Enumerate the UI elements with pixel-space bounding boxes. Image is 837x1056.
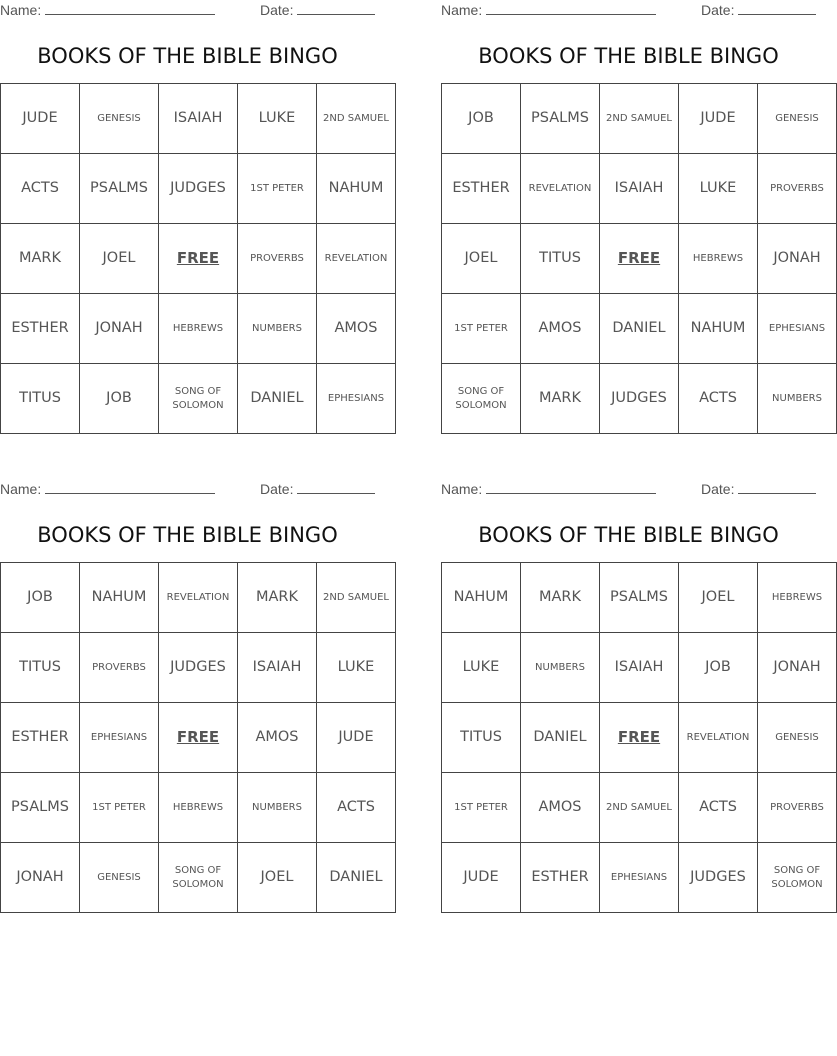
bingo-cell: DANIEL — [238, 364, 317, 434]
bingo-cell: ISAIAH — [600, 633, 679, 703]
bingo-cell: NAHUM — [317, 154, 396, 224]
grid-row — [1, 294, 396, 364]
bingo-cell: AMOS — [521, 773, 600, 843]
name-label: Name: — [441, 481, 483, 497]
bingo-cell: AMOS — [521, 294, 600, 364]
bingo-cell: LUKE — [317, 633, 396, 703]
grid-row — [442, 84, 837, 154]
bingo-cell: MARK — [521, 364, 600, 434]
bingo-cell: 1ST PETER — [442, 294, 521, 364]
bingo-card-2 — [441, 0, 826, 434]
bingo-cell: MARK — [238, 563, 317, 633]
bingo-cell: JUDGES — [679, 843, 758, 913]
name-label: Name: — [441, 2, 483, 18]
bingo-cell: 2ND SAMUEL — [600, 773, 679, 843]
grid-row — [442, 154, 837, 224]
bingo-cell: ISAIAH — [159, 84, 238, 154]
bingo-cell: MARK — [521, 563, 600, 633]
card-title: BOOKS OF THE BIBLE BINGO — [37, 523, 338, 547]
bingo-cell: REVELATION — [317, 224, 396, 294]
name-field — [0, 2, 215, 18]
bingo-cell: NUMBERS — [238, 294, 317, 364]
bingo-cell: ESTHER — [1, 703, 80, 773]
bingo-cell: ISAIAH — [238, 633, 317, 703]
card-header — [441, 0, 816, 22]
name-field — [441, 481, 656, 497]
name-label: Name: — [0, 481, 42, 497]
bingo-cell: DANIEL — [521, 703, 600, 773]
free-space: FREE — [600, 224, 679, 294]
bingo-cell: TITUS — [1, 633, 80, 703]
bingo-cell: JOEL — [80, 224, 159, 294]
bingo-cell: NUMBERS — [521, 633, 600, 703]
grid-row — [442, 364, 837, 434]
free-space: FREE — [159, 703, 238, 773]
bingo-cell: EPHESIANS — [758, 294, 837, 364]
bingo-cell: SONG OF SOLOMON — [758, 843, 837, 913]
bingo-cell: REVELATION — [521, 154, 600, 224]
free-space: FREE — [159, 224, 238, 294]
bingo-cell: ESTHER — [442, 154, 521, 224]
grid-row — [1, 364, 396, 434]
bingo-cell: PSALMS — [80, 154, 159, 224]
bingo-cell: LUKE — [442, 633, 521, 703]
grid-row — [442, 563, 837, 633]
bingo-cell: TITUS — [1, 364, 80, 434]
grid-row — [442, 703, 837, 773]
bingo-cell: HEBREWS — [159, 294, 238, 364]
grid-row — [1, 633, 396, 703]
bingo-cell: JOB — [442, 84, 521, 154]
bingo-card-3 — [0, 479, 389, 913]
bingo-cell: HEBREWS — [159, 773, 238, 843]
bingo-cell: JOEL — [442, 224, 521, 294]
bingo-cell: DANIEL — [600, 294, 679, 364]
bingo-cell: 1ST PETER — [238, 154, 317, 224]
date-line — [297, 2, 375, 15]
date-label: Date: — [701, 2, 735, 18]
bingo-cell: DANIEL — [317, 843, 396, 913]
date-label: Date: — [260, 481, 294, 497]
bingo-grid — [441, 83, 837, 434]
bingo-cell: JUDE — [679, 84, 758, 154]
bingo-cell: JONAH — [758, 633, 837, 703]
bingo-grid — [0, 83, 396, 434]
grid-row — [442, 224, 837, 294]
bingo-cell: JOEL — [238, 843, 317, 913]
free-space: FREE — [600, 703, 679, 773]
date-field — [260, 2, 375, 18]
date-line — [297, 481, 375, 494]
grid-row — [442, 633, 837, 703]
bingo-cell: SONG OF SOLOMON — [442, 364, 521, 434]
bingo-cell: GENESIS — [80, 843, 159, 913]
bingo-cell: NUMBERS — [758, 364, 837, 434]
bingo-cell: NUMBERS — [238, 773, 317, 843]
card-header — [441, 479, 816, 501]
date-field — [260, 481, 375, 497]
bingo-cell: NAHUM — [442, 563, 521, 633]
bingo-cell: JOB — [679, 633, 758, 703]
grid-row — [442, 294, 837, 364]
bingo-cell: 2ND SAMUEL — [317, 563, 396, 633]
grid-row — [1, 703, 396, 773]
bingo-cell: AMOS — [317, 294, 396, 364]
bingo-cell: PROVERBS — [80, 633, 159, 703]
grid-row — [1, 773, 396, 843]
card-header — [0, 0, 375, 22]
bingo-cell: ACTS — [317, 773, 396, 843]
bingo-cell: GENESIS — [80, 84, 159, 154]
date-line — [738, 2, 816, 15]
bingo-cell: LUKE — [238, 84, 317, 154]
bingo-cell: 2ND SAMUEL — [317, 84, 396, 154]
bingo-card-4 — [441, 479, 824, 913]
name-line — [45, 2, 215, 15]
name-line — [45, 481, 215, 494]
bingo-cell: REVELATION — [159, 563, 238, 633]
bingo-cell: MARK — [1, 224, 80, 294]
bingo-cell: JUDE — [317, 703, 396, 773]
name-label: Name: — [0, 2, 42, 18]
bingo-grid — [441, 562, 837, 913]
bingo-card-1 — [0, 0, 389, 434]
bingo-cell: JOEL — [679, 563, 758, 633]
bingo-cell: HEBREWS — [679, 224, 758, 294]
bingo-cell: ACTS — [679, 364, 758, 434]
name-line — [486, 2, 656, 15]
bingo-cell: PROVERBS — [758, 154, 837, 224]
date-label: Date: — [260, 2, 294, 18]
name-field — [0, 481, 215, 497]
bingo-cell: LUKE — [679, 154, 758, 224]
bingo-cell: ACTS — [1, 154, 80, 224]
bingo-cell: JUDGES — [159, 154, 238, 224]
bingo-cell: JUDE — [442, 843, 521, 913]
card-title: BOOKS OF THE BIBLE BINGO — [478, 523, 779, 547]
bingo-cell: PSALMS — [521, 84, 600, 154]
date-label: Date: — [701, 481, 735, 497]
bingo-cell: AMOS — [238, 703, 317, 773]
bingo-cell: 1ST PETER — [442, 773, 521, 843]
bingo-cell: GENESIS — [758, 703, 837, 773]
grid-row — [1, 84, 396, 154]
bingo-cell: SONG OF SOLOMON — [159, 364, 238, 434]
bingo-cell: PSALMS — [600, 563, 679, 633]
bingo-cell: JONAH — [80, 294, 159, 364]
bingo-cell: PROVERBS — [238, 224, 317, 294]
bingo-cell: JONAH — [1, 843, 80, 913]
card-title: BOOKS OF THE BIBLE BINGO — [478, 44, 779, 68]
bingo-cell: PSALMS — [1, 773, 80, 843]
grid-row — [1, 843, 396, 913]
date-field — [701, 481, 816, 497]
bingo-cell: EPHESIANS — [600, 843, 679, 913]
bingo-cell: TITUS — [521, 224, 600, 294]
bingo-cell: EPHESIANS — [317, 364, 396, 434]
bingo-cell: SONG OF SOLOMON — [159, 843, 238, 913]
card-title: BOOKS OF THE BIBLE BINGO — [37, 44, 338, 68]
grid-row — [442, 773, 837, 843]
bingo-cell: NAHUM — [679, 294, 758, 364]
grid-row — [1, 224, 396, 294]
bingo-cell: REVELATION — [679, 703, 758, 773]
name-line — [486, 481, 656, 494]
date-field — [701, 2, 816, 18]
bingo-cell: JUDGES — [159, 633, 238, 703]
bingo-cell: JUDE — [1, 84, 80, 154]
bingo-cell: ISAIAH — [600, 154, 679, 224]
bingo-cell: JUDGES — [600, 364, 679, 434]
card-header — [0, 479, 375, 501]
grid-row — [442, 843, 837, 913]
bingo-cell: ESTHER — [1, 294, 80, 364]
bingo-cell: HEBREWS — [758, 563, 837, 633]
bingo-cell: 2ND SAMUEL — [600, 84, 679, 154]
bingo-cell: TITUS — [442, 703, 521, 773]
bingo-cell: JOB — [80, 364, 159, 434]
bingo-cell: 1ST PETER — [80, 773, 159, 843]
bingo-cell: ESTHER — [521, 843, 600, 913]
name-field — [441, 2, 656, 18]
date-line — [738, 481, 816, 494]
grid-row — [1, 563, 396, 633]
bingo-cell: JONAH — [758, 224, 837, 294]
grid-row — [1, 154, 396, 224]
bingo-cell: JOB — [1, 563, 80, 633]
bingo-cell: GENESIS — [758, 84, 837, 154]
bingo-cell: PROVERBS — [758, 773, 837, 843]
bingo-cell: ACTS — [679, 773, 758, 843]
bingo-cell: EPHESIANS — [80, 703, 159, 773]
bingo-grid — [0, 562, 396, 913]
bingo-cell: NAHUM — [80, 563, 159, 633]
